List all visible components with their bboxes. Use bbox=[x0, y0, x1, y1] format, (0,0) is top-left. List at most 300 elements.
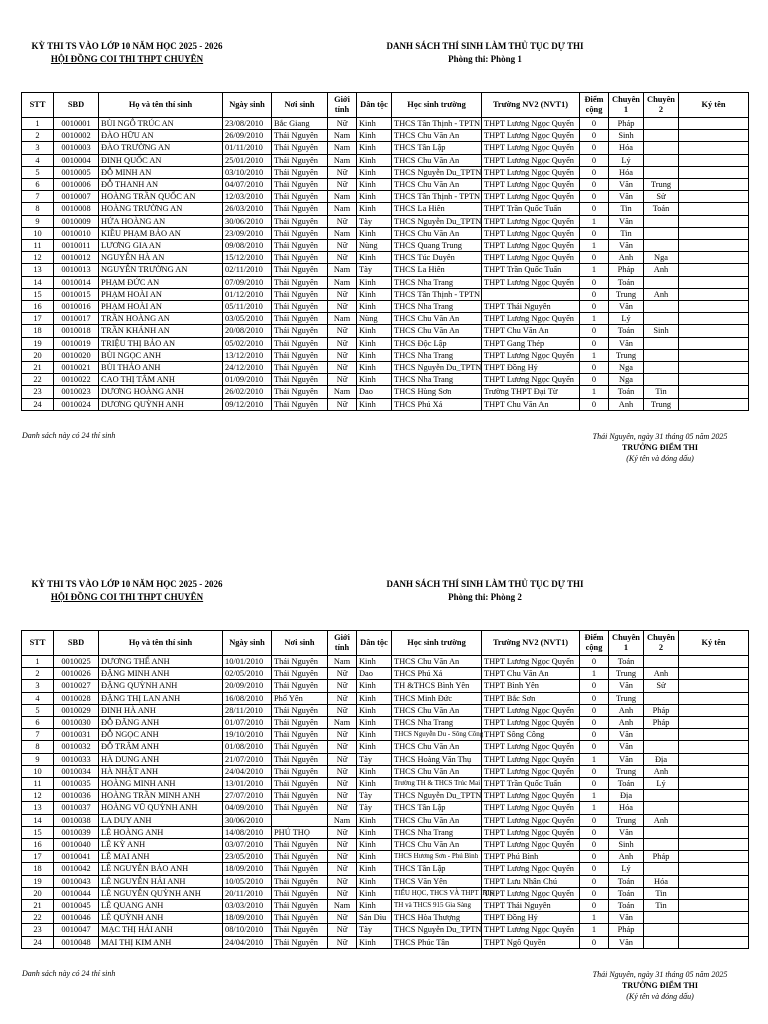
sbd-cell: 0010001 bbox=[54, 118, 99, 130]
nv2-school-cell: THPT Thái Nguyên bbox=[482, 900, 580, 912]
major1-cell: Văn bbox=[609, 215, 644, 227]
signature-cell bbox=[679, 349, 749, 361]
major1-cell: Trung bbox=[609, 765, 644, 777]
col-header: Giới tính bbox=[328, 93, 357, 118]
table-row bbox=[22, 179, 749, 191]
major2-cell bbox=[644, 863, 679, 875]
name-cell: BÙI THẢO ANH bbox=[99, 362, 223, 374]
major1-cell: Lý bbox=[609, 863, 644, 875]
bonus-cell: 0 bbox=[580, 252, 609, 264]
sbd-cell: 0010017 bbox=[54, 313, 99, 325]
stt-cell: 1 bbox=[22, 656, 54, 668]
ethnicity-cell: Tày bbox=[357, 753, 392, 765]
gender-cell: Nữ bbox=[328, 753, 357, 765]
major2-cell bbox=[644, 215, 679, 227]
bonus-cell: 0 bbox=[580, 118, 609, 130]
name-cell: HÀ NHẬT ANH bbox=[99, 765, 223, 777]
bonus-cell: 0 bbox=[580, 203, 609, 215]
birthplace-cell: Thái Nguyên bbox=[272, 753, 328, 765]
signature-cell bbox=[679, 130, 749, 142]
table-row bbox=[22, 142, 749, 154]
col-header: Dân tộc bbox=[357, 631, 392, 656]
name-cell: LÊ NGUYỄN HẢI ANH bbox=[99, 875, 223, 887]
stt-cell: 14 bbox=[22, 814, 54, 826]
sign-note: (Ký tên và đóng dấu) bbox=[626, 992, 694, 1001]
birthplace-cell: Thái Nguyên bbox=[272, 130, 328, 142]
sbd-cell: 0010036 bbox=[54, 790, 99, 802]
name-cell: HÀ DUNG ANH bbox=[99, 753, 223, 765]
nv2-school-cell: THPT Phú Bình bbox=[482, 851, 580, 863]
school-cell: THCS Nha Trang bbox=[392, 826, 482, 838]
dob-cell: 23/08/2010 bbox=[223, 118, 272, 130]
name-cell: HOÀNG TRƯỜNG AN bbox=[99, 203, 223, 215]
signature-block bbox=[560, 431, 760, 464]
birthplace-cell: Thái Nguyên bbox=[272, 154, 328, 166]
major1-cell: Nga bbox=[609, 362, 644, 374]
signature-cell bbox=[679, 386, 749, 398]
dob-cell: 26/09/2010 bbox=[223, 130, 272, 142]
signature-cell bbox=[679, 398, 749, 410]
dob-cell: 04/07/2010 bbox=[223, 179, 272, 191]
ethnicity-cell: Nùng bbox=[357, 240, 392, 252]
major2-cell bbox=[644, 118, 679, 130]
major2-cell: Tin bbox=[644, 386, 679, 398]
sbd-cell: 0010048 bbox=[54, 936, 99, 948]
birthplace-cell: Bắc Giang bbox=[272, 118, 328, 130]
ethnicity-cell: Tày bbox=[357, 215, 392, 227]
major2-cell: Trung bbox=[644, 179, 679, 191]
name-cell: HỨA HOÀNG AN bbox=[99, 215, 223, 227]
table-row bbox=[22, 753, 749, 765]
sbd-cell: 0010023 bbox=[54, 386, 99, 398]
stt-cell: 14 bbox=[22, 276, 54, 288]
stt-cell: 22 bbox=[22, 374, 54, 386]
major2-cell: Tin bbox=[644, 887, 679, 899]
signature-cell bbox=[679, 203, 749, 215]
sign-note: (Ký tên và đóng dấu) bbox=[626, 454, 694, 463]
stt-cell: 17 bbox=[22, 313, 54, 325]
signature-cell bbox=[679, 337, 749, 349]
major1-cell: Văn bbox=[609, 680, 644, 692]
table-row bbox=[22, 765, 749, 777]
table-row bbox=[22, 362, 749, 374]
major1-cell: Pháp bbox=[609, 118, 644, 130]
bonus-cell: 0 bbox=[580, 325, 609, 337]
major2-cell: Pháp bbox=[644, 851, 679, 863]
table-row bbox=[22, 704, 749, 716]
ethnicity-cell: Kinh bbox=[357, 154, 392, 166]
gender-cell: Nam bbox=[328, 814, 357, 826]
dob-cell: 30/06/2010 bbox=[223, 814, 272, 826]
stt-cell: 2 bbox=[22, 668, 54, 680]
birthplace-cell: Thái Nguyên bbox=[272, 668, 328, 680]
signature-cell bbox=[679, 692, 749, 704]
major1-cell: Toán bbox=[609, 875, 644, 887]
bonus-cell: 0 bbox=[580, 765, 609, 777]
ethnicity-cell: Kinh bbox=[357, 252, 392, 264]
signature-cell bbox=[679, 680, 749, 692]
school-cell: THCS Chu Văn An bbox=[392, 704, 482, 716]
birthplace-cell: Thái Nguyên bbox=[272, 717, 328, 729]
school-cell: THCS Hoàng Văn Thụ bbox=[392, 753, 482, 765]
school-cell: THCS Chu Văn An bbox=[392, 839, 482, 851]
bonus-cell: 0 bbox=[580, 680, 609, 692]
ethnicity-cell: Kinh bbox=[357, 875, 392, 887]
bonus-cell: 0 bbox=[580, 692, 609, 704]
table-row bbox=[22, 215, 749, 227]
signature-cell bbox=[679, 851, 749, 863]
stt-cell: 2 bbox=[22, 130, 54, 142]
gender-cell: Nữ bbox=[328, 936, 357, 948]
birthplace-cell: Thái Nguyên bbox=[272, 863, 328, 875]
school-cell: THCS Chu Văn An bbox=[392, 154, 482, 166]
nv2-school-cell: THPT Lương Ngọc Quyến bbox=[482, 887, 580, 899]
nv2-school-cell: THPT Lương Ngọc Quyến bbox=[482, 839, 580, 851]
nv2-school-cell: THPT Lương Ngọc Quyến bbox=[482, 130, 580, 142]
sbd-cell: 0010032 bbox=[54, 741, 99, 753]
name-cell: ĐỖ THANH AN bbox=[99, 179, 223, 191]
major2-cell bbox=[644, 142, 679, 154]
dob-cell: 13/01/2010 bbox=[223, 778, 272, 790]
signature-cell bbox=[679, 215, 749, 227]
signature-cell bbox=[679, 814, 749, 826]
school-cell: THCS Nguyễn Du_TPTN bbox=[392, 362, 482, 374]
stt-cell: 3 bbox=[22, 680, 54, 692]
name-cell: ĐINH QUỐC AN bbox=[99, 154, 223, 166]
gender-cell: Nữ bbox=[328, 349, 357, 361]
dob-cell: 30/06/2010 bbox=[223, 215, 272, 227]
table-row bbox=[22, 936, 749, 948]
dob-cell: 24/12/2010 bbox=[223, 362, 272, 374]
nv2-school-cell: THPT Đồng Hỷ bbox=[482, 912, 580, 924]
col-header: Họ và tên thí sinh bbox=[99, 631, 223, 656]
signature-cell bbox=[679, 741, 749, 753]
bonus-cell: 0 bbox=[580, 826, 609, 838]
gender-cell: Nữ bbox=[328, 802, 357, 814]
sbd-cell: 0010028 bbox=[54, 692, 99, 704]
sbd-cell: 0010018 bbox=[54, 325, 99, 337]
birthplace-cell: Thái Nguyên bbox=[272, 729, 328, 741]
nv2-school-cell: THPT Chu Văn An bbox=[482, 668, 580, 680]
bonus-cell: 1 bbox=[580, 790, 609, 802]
major2-cell bbox=[644, 656, 679, 668]
table-row bbox=[22, 325, 749, 337]
table-row bbox=[22, 912, 749, 924]
ethnicity-cell: Tày bbox=[357, 264, 392, 276]
dob-cell: 24/04/2010 bbox=[223, 936, 272, 948]
major1-cell: Sinh bbox=[609, 839, 644, 851]
col-header: Ký tên bbox=[679, 93, 749, 118]
sbd-cell: 0010033 bbox=[54, 753, 99, 765]
school-cell: TH và THCS 915 Gia Sàng bbox=[392, 900, 482, 912]
major2-cell: Pháp bbox=[644, 717, 679, 729]
stt-cell: 24 bbox=[22, 398, 54, 410]
gender-cell: Nữ bbox=[328, 668, 357, 680]
signature-cell bbox=[679, 887, 749, 899]
dob-cell: 12/03/2010 bbox=[223, 191, 272, 203]
bonus-cell: 1 bbox=[580, 668, 609, 680]
major1-cell: Trung bbox=[609, 288, 644, 300]
ethnicity-cell: Kinh bbox=[357, 398, 392, 410]
table-row bbox=[22, 741, 749, 753]
signature-cell bbox=[679, 191, 749, 203]
table-row bbox=[22, 863, 749, 875]
school-cell: THCS La Hiên bbox=[392, 264, 482, 276]
school-cell: THCS Chu Văn An bbox=[392, 741, 482, 753]
major2-cell: Nga bbox=[644, 252, 679, 264]
stt-cell: 11 bbox=[22, 240, 54, 252]
major1-cell: Hóa bbox=[609, 166, 644, 178]
school-cell: THCS Chu Văn An bbox=[392, 814, 482, 826]
sbd-cell: 0010031 bbox=[54, 729, 99, 741]
stt-cell: 5 bbox=[22, 166, 54, 178]
bonus-cell: 0 bbox=[580, 656, 609, 668]
major2-cell bbox=[644, 839, 679, 851]
table-header-row bbox=[22, 93, 749, 118]
stt-cell: 15 bbox=[22, 826, 54, 838]
gender-cell: Nữ bbox=[328, 704, 357, 716]
table-row bbox=[22, 191, 749, 203]
bonus-cell: 1 bbox=[580, 349, 609, 361]
birthplace-cell: Thái Nguyên bbox=[272, 191, 328, 203]
name-cell: HOÀNG VŨ QUỲNH ANH bbox=[99, 802, 223, 814]
col-header: Ký tên bbox=[679, 631, 749, 656]
major1-cell: Văn bbox=[609, 240, 644, 252]
school-cell: THCS Độc Lập bbox=[392, 337, 482, 349]
exam-header bbox=[22, 578, 232, 604]
stt-cell: 23 bbox=[22, 386, 54, 398]
ethnicity-cell: Kinh bbox=[357, 704, 392, 716]
signature-cell bbox=[679, 717, 749, 729]
gender-cell: Nam bbox=[328, 130, 357, 142]
ethnicity-cell: Dao bbox=[357, 668, 392, 680]
table-row bbox=[22, 814, 749, 826]
gender-cell: Nữ bbox=[328, 362, 357, 374]
ethnicity-cell: Kinh bbox=[357, 717, 392, 729]
bonus-cell: 1 bbox=[580, 924, 609, 936]
birthplace-cell: Thái Nguyên bbox=[272, 276, 328, 288]
name-cell: ĐÀO TRƯỜNG AN bbox=[99, 142, 223, 154]
bonus-cell: 0 bbox=[580, 362, 609, 374]
birthplace-cell: Thái Nguyên bbox=[272, 680, 328, 692]
table-row bbox=[22, 900, 749, 912]
birthplace-cell: Thái Nguyên bbox=[272, 166, 328, 178]
sbd-cell: 0010021 bbox=[54, 362, 99, 374]
major2-cell: Anh bbox=[644, 668, 679, 680]
ethnicity-cell: Kinh bbox=[357, 118, 392, 130]
bonus-cell: 0 bbox=[580, 166, 609, 178]
birthplace-cell: Thái Nguyên bbox=[272, 765, 328, 777]
bonus-cell: 0 bbox=[580, 301, 609, 313]
name-cell: PHẠM ĐỨC AN bbox=[99, 276, 223, 288]
ethnicity-cell: Kinh bbox=[357, 741, 392, 753]
signature-cell bbox=[679, 301, 749, 313]
gender-cell: Nữ bbox=[328, 398, 357, 410]
name-cell: ĐẶNG QUỲNH ANH bbox=[99, 680, 223, 692]
gender-cell: Nam bbox=[328, 154, 357, 166]
gender-cell: Nữ bbox=[328, 179, 357, 191]
dob-cell: 18/09/2010 bbox=[223, 863, 272, 875]
major2-cell bbox=[644, 374, 679, 386]
exam-header bbox=[22, 40, 232, 66]
ethnicity-cell: Kinh bbox=[357, 191, 392, 203]
school-cell: THCS Chu Văn An bbox=[392, 313, 482, 325]
school-cell: THCS Tân Thịnh - TPTN bbox=[392, 288, 482, 300]
sbd-cell: 0010037 bbox=[54, 802, 99, 814]
table-row bbox=[22, 118, 749, 130]
ethnicity-cell: Kinh bbox=[357, 166, 392, 178]
dob-cell: 04/09/2010 bbox=[223, 802, 272, 814]
sbd-cell: 0010006 bbox=[54, 179, 99, 191]
ethnicity-cell: Kinh bbox=[357, 227, 392, 239]
signature-cell bbox=[679, 288, 749, 300]
table-row bbox=[22, 240, 749, 252]
birthplace-cell: Thái Nguyên bbox=[272, 301, 328, 313]
nv2-school-cell: THPT Lương Ngọc Quyến bbox=[482, 166, 580, 178]
stt-cell: 10 bbox=[22, 765, 54, 777]
name-cell: HOÀNG TRẦN MINH ANH bbox=[99, 790, 223, 802]
major2-cell: Trung bbox=[644, 398, 679, 410]
stt-cell: 6 bbox=[22, 717, 54, 729]
nv2-school-cell: THPT Ngô Quyền bbox=[482, 936, 580, 948]
school-cell: THCS Nguyễn Du_TPTN bbox=[392, 790, 482, 802]
school-cell: THCS Nha Trang bbox=[392, 717, 482, 729]
birthplace-cell: Thái Nguyên bbox=[272, 325, 328, 337]
gender-cell: Nữ bbox=[328, 692, 357, 704]
ethnicity-cell: Kinh bbox=[357, 301, 392, 313]
sbd-cell: 0010020 bbox=[54, 349, 99, 361]
signature-cell bbox=[679, 362, 749, 374]
room-label: Phòng thi: Phòng 2 bbox=[448, 592, 522, 602]
gender-cell: Nam bbox=[328, 656, 357, 668]
dob-cell: 19/10/2010 bbox=[223, 729, 272, 741]
table-row bbox=[22, 656, 749, 668]
nv2-school-cell: THPT Đồng Hỷ bbox=[482, 362, 580, 374]
table-row bbox=[22, 790, 749, 802]
major2-cell bbox=[644, 154, 679, 166]
nv2-school-cell: THPT Lương Ngọc Quyến bbox=[482, 349, 580, 361]
signature-cell bbox=[679, 118, 749, 130]
date-line: Thái Nguyên, ngày 31 tháng 05 năm 2025 bbox=[592, 432, 728, 441]
major1-cell: Toán bbox=[609, 325, 644, 337]
birthplace-cell: Thái Nguyên bbox=[272, 349, 328, 361]
sbd-cell: 0010030 bbox=[54, 717, 99, 729]
table-header-row bbox=[22, 631, 749, 656]
dob-cell: 20/09/2010 bbox=[223, 680, 272, 692]
major2-cell: Sử bbox=[644, 191, 679, 203]
sbd-cell: 0010040 bbox=[54, 839, 99, 851]
dob-cell: 01/09/2010 bbox=[223, 374, 272, 386]
name-cell: TRIỆU THỊ BẢO AN bbox=[99, 337, 223, 349]
dob-cell: 15/12/2010 bbox=[223, 252, 272, 264]
sbd-cell: 0010002 bbox=[54, 130, 99, 142]
major2-cell: Anh bbox=[644, 765, 679, 777]
gender-cell: Nữ bbox=[328, 741, 357, 753]
ethnicity-cell: Kinh bbox=[357, 814, 392, 826]
bonus-cell: 0 bbox=[580, 900, 609, 912]
gender-cell: Nữ bbox=[328, 887, 357, 899]
col-header: Họ và tên thí sinh bbox=[99, 93, 223, 118]
school-cell: THCS Quang Trung bbox=[392, 240, 482, 252]
gender-cell: Nữ bbox=[328, 765, 357, 777]
dob-cell: 09/08/2010 bbox=[223, 240, 272, 252]
sbd-cell: 0010009 bbox=[54, 215, 99, 227]
stt-cell: 16 bbox=[22, 839, 54, 851]
major1-cell: Lý bbox=[609, 154, 644, 166]
ethnicity-cell: Kinh bbox=[357, 936, 392, 948]
ethnicity-cell: Kinh bbox=[357, 680, 392, 692]
table-row bbox=[22, 851, 749, 863]
nv2-school-cell: THPT Lương Ngọc Quyến bbox=[482, 142, 580, 154]
signature-block bbox=[560, 969, 760, 1002]
name-cell: ĐỖ NGỌC ANH bbox=[99, 729, 223, 741]
school-cell: THCS Văn Yên bbox=[392, 875, 482, 887]
birthplace-cell: Thái Nguyên bbox=[272, 313, 328, 325]
ethnicity-cell: Kinh bbox=[357, 203, 392, 215]
major1-cell: Anh bbox=[609, 252, 644, 264]
stt-cell: 13 bbox=[22, 264, 54, 276]
gender-cell: Nữ bbox=[328, 839, 357, 851]
sbd-cell: 0010003 bbox=[54, 142, 99, 154]
stt-cell: 6 bbox=[22, 179, 54, 191]
gender-cell: Nam bbox=[328, 313, 357, 325]
birthplace-cell: Phổ Yên bbox=[272, 692, 328, 704]
dob-cell: 27/07/2010 bbox=[223, 790, 272, 802]
name-cell: ĐẶNG MINH ANH bbox=[99, 668, 223, 680]
major1-cell: Toán bbox=[609, 276, 644, 288]
school-cell: THCS Hùng Sơn bbox=[392, 386, 482, 398]
sbd-cell: 0010027 bbox=[54, 680, 99, 692]
bonus-cell: 1 bbox=[580, 753, 609, 765]
col-header: Trường NV2 (NVT1) bbox=[482, 93, 580, 118]
ethnicity-cell: Kinh bbox=[357, 692, 392, 704]
major2-cell bbox=[644, 130, 679, 142]
dob-cell: 24/04/2010 bbox=[223, 765, 272, 777]
stt-cell: 3 bbox=[22, 142, 54, 154]
dob-cell: 01/12/2010 bbox=[223, 288, 272, 300]
exam-title: KỲ THI TS VÀO LỚP 10 NĂM HỌC 2025 - 2026 bbox=[31, 579, 223, 589]
birthplace-cell: Thái Nguyên bbox=[272, 227, 328, 239]
major1-cell: Trung bbox=[609, 668, 644, 680]
col-header: Chuyên 1 bbox=[609, 631, 644, 656]
major1-cell: Trung bbox=[609, 692, 644, 704]
col-header: Nơi sinh bbox=[272, 631, 328, 656]
birthplace-cell: Thái Nguyên bbox=[272, 875, 328, 887]
nv2-school-cell: THPT Lương Ngọc Quyến bbox=[482, 154, 580, 166]
birthplace-cell: Thái Nguyên bbox=[272, 374, 328, 386]
sbd-cell: 0010022 bbox=[54, 374, 99, 386]
birthplace-cell: Thái Nguyên bbox=[272, 362, 328, 374]
school-cell: THCS La Hiên bbox=[392, 203, 482, 215]
col-header: Điểm cộng bbox=[580, 93, 609, 118]
major2-cell: Địa bbox=[644, 753, 679, 765]
gender-cell: Nữ bbox=[328, 875, 357, 887]
name-cell: NGUYỄN HÀ AN bbox=[99, 252, 223, 264]
nv2-school-cell: THPT Bình Yên bbox=[482, 680, 580, 692]
table-row bbox=[22, 349, 749, 361]
major1-cell: Anh bbox=[609, 398, 644, 410]
ethnicity-cell: Kinh bbox=[357, 374, 392, 386]
signature-cell bbox=[679, 227, 749, 239]
signature-cell bbox=[679, 325, 749, 337]
signature-cell bbox=[679, 790, 749, 802]
gender-cell: Nữ bbox=[328, 337, 357, 349]
signature-cell bbox=[679, 166, 749, 178]
exam-title: KỲ THI TS VÀO LỚP 10 NĂM HỌC 2025 - 2026 bbox=[31, 41, 223, 51]
name-cell: PHẠM HOÀI AN bbox=[99, 301, 223, 313]
dob-cell: 03/07/2010 bbox=[223, 839, 272, 851]
major2-cell: Toán bbox=[644, 203, 679, 215]
